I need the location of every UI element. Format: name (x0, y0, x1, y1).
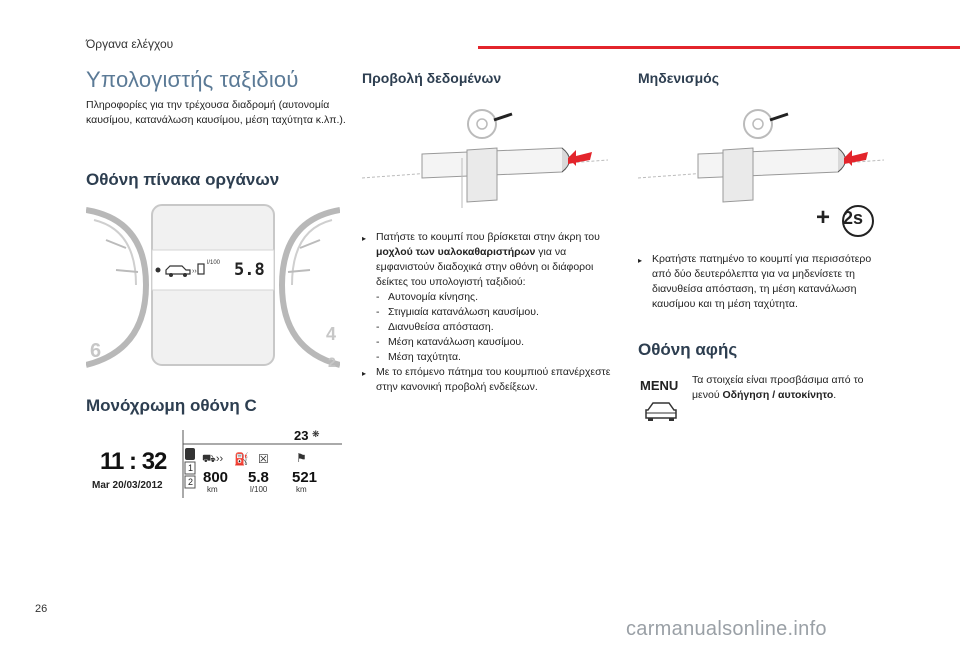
car-icon (644, 400, 678, 424)
header-rule (478, 46, 960, 49)
remaining-range-value: 521 (292, 469, 318, 486)
intro-text: Πληροφορίες για την τρέχουσα διαδρομή (αυτονομία καυσίμου, κατανάλωση καυσίμου, μέση ταχύτητα κ.λπ.). (86, 99, 346, 126)
page-number: 26 (35, 603, 48, 615)
list-item-text: Μέση κατανάλωση καυσίμου. (388, 336, 525, 348)
step-1-post: για να εμφανιστούν διαδοχικά στην οθόνη οι διάφοροι δείκτες του υπολογιστή ταξιδιού: (376, 246, 594, 288)
menu-icon-block (640, 378, 684, 428)
reset-instructions (638, 252, 884, 312)
instrument-panel-drawing (86, 200, 340, 370)
snowflake-icon: ❋ (312, 429, 320, 439)
plus-symbol: + (816, 204, 831, 231)
reset-step (638, 252, 884, 312)
mono-heading: Μονόχρωμη οθόνη C (86, 396, 257, 415)
finish-flag-icon: ⚑ (296, 451, 307, 465)
dashboard-unit-label: l/100 (207, 260, 221, 266)
list-item-text: Αυτονομία κίνησης. (388, 291, 479, 303)
list-item-text: Μέση ταχύτητα. (388, 351, 461, 363)
list-item: - Αυτονομία κίνησης. (376, 291, 479, 303)
range-value: 800 (203, 469, 229, 486)
clock-time: 11 : 32 (100, 448, 167, 475)
consumption-unit: l/100 (250, 485, 268, 494)
dashboard-heading: Οθόνη πίνακα οργάνων (86, 170, 280, 189)
row-number-1: 1 (188, 463, 194, 473)
step-1-pre: Πατήστε το κουμπί που βρίσκεται στην άκρη του (376, 231, 600, 243)
car-range-icon: ⛟›› (202, 453, 224, 465)
bullet-arrow-icon: ▸ (638, 256, 643, 265)
page-title: Υπολογιστής ταξιδιού (86, 67, 299, 92)
touch-menu-path: Οδήγηση / αυτοκίνητο (722, 389, 834, 401)
list-item: - Στιγμιαία κατανάλωση καυσίμου. (376, 306, 539, 318)
remaining-range-unit: km (296, 485, 307, 494)
menu-label: MENU (640, 378, 679, 393)
data-display-heading: Προβολή δεδομένων (362, 70, 502, 86)
instruction-step-2 (362, 365, 612, 395)
wiper-stalk-drawing (362, 98, 608, 218)
consumption-value: 5.8 (248, 469, 269, 486)
data-display-instructions (362, 230, 612, 395)
list-item-text: Στιγμιαία κατανάλωση καυσίμου. (388, 306, 539, 318)
fuel-consumption-icon: ☒ (258, 452, 269, 466)
list-item: - Μέση κατανάλωση καυσίμου. (376, 336, 525, 348)
list-item: - Διανυθείσα απόσταση. (376, 321, 494, 333)
reset-step-text: Κρατήστε πατημένο το κουμπί για περισσότερο από δύο δευτερόλεπτα για να μηδενίσετε τη διανυθείσα απόσταση, τη μέση κατανάλωση καυσίμου και τη μέση ταχύτητα. (652, 253, 872, 310)
gauge-number-right-1: 4 (326, 324, 337, 344)
fuel-pump-icon: ⛽ (234, 452, 249, 466)
svg-text:››: ›› (192, 268, 197, 275)
bullet-arrow-icon: ▸ (362, 234, 367, 243)
bullet-arrow-icon: ▸ (362, 369, 367, 378)
reset-heading: Μηδενισμός (638, 70, 719, 86)
gauge-number-left: 6 (90, 340, 102, 362)
touch-text-pre: Τα στοιχεία είναι προσβάσιμα από το μενού (692, 374, 864, 401)
touchscreen-text (692, 373, 882, 403)
wiper-stalk-illustration (362, 98, 608, 218)
dashboard-readout: 5.8 (234, 260, 265, 280)
gauge-number-right-2: 2 (328, 354, 336, 370)
reset-stalk-illustration (638, 98, 884, 238)
temperature: 23 (294, 428, 309, 443)
mono-display (86, 426, 342, 502)
touch-text-post: . (833, 389, 837, 401)
step-1-text (376, 230, 612, 290)
step-2-text: Με το επόμενο πάτημα του κουμπιού επανέρχεστε στην κανονική προβολή ενδείξεων. (376, 366, 611, 393)
instruction-step-1 (362, 230, 612, 290)
touchscreen-heading: Οθόνη αφής (638, 340, 738, 359)
list-item-text: Διανυθείσα απόσταση. (388, 321, 494, 333)
step-1-bold: μοχλού των υαλοκαθαριστήρων (376, 246, 536, 258)
range-unit: km (207, 485, 218, 494)
two-seconds-badge: 2s (843, 208, 864, 228)
section-title: Όργανα ελέγχου (86, 37, 174, 51)
dashboard-illustration (86, 200, 340, 370)
watermark: carmanualsonline.info (626, 618, 827, 640)
list-item: - Μέση ταχύτητα. (376, 351, 461, 363)
clock-date: Mar 20/03/2012 (92, 480, 163, 491)
row-number-2: 2 (188, 477, 194, 487)
